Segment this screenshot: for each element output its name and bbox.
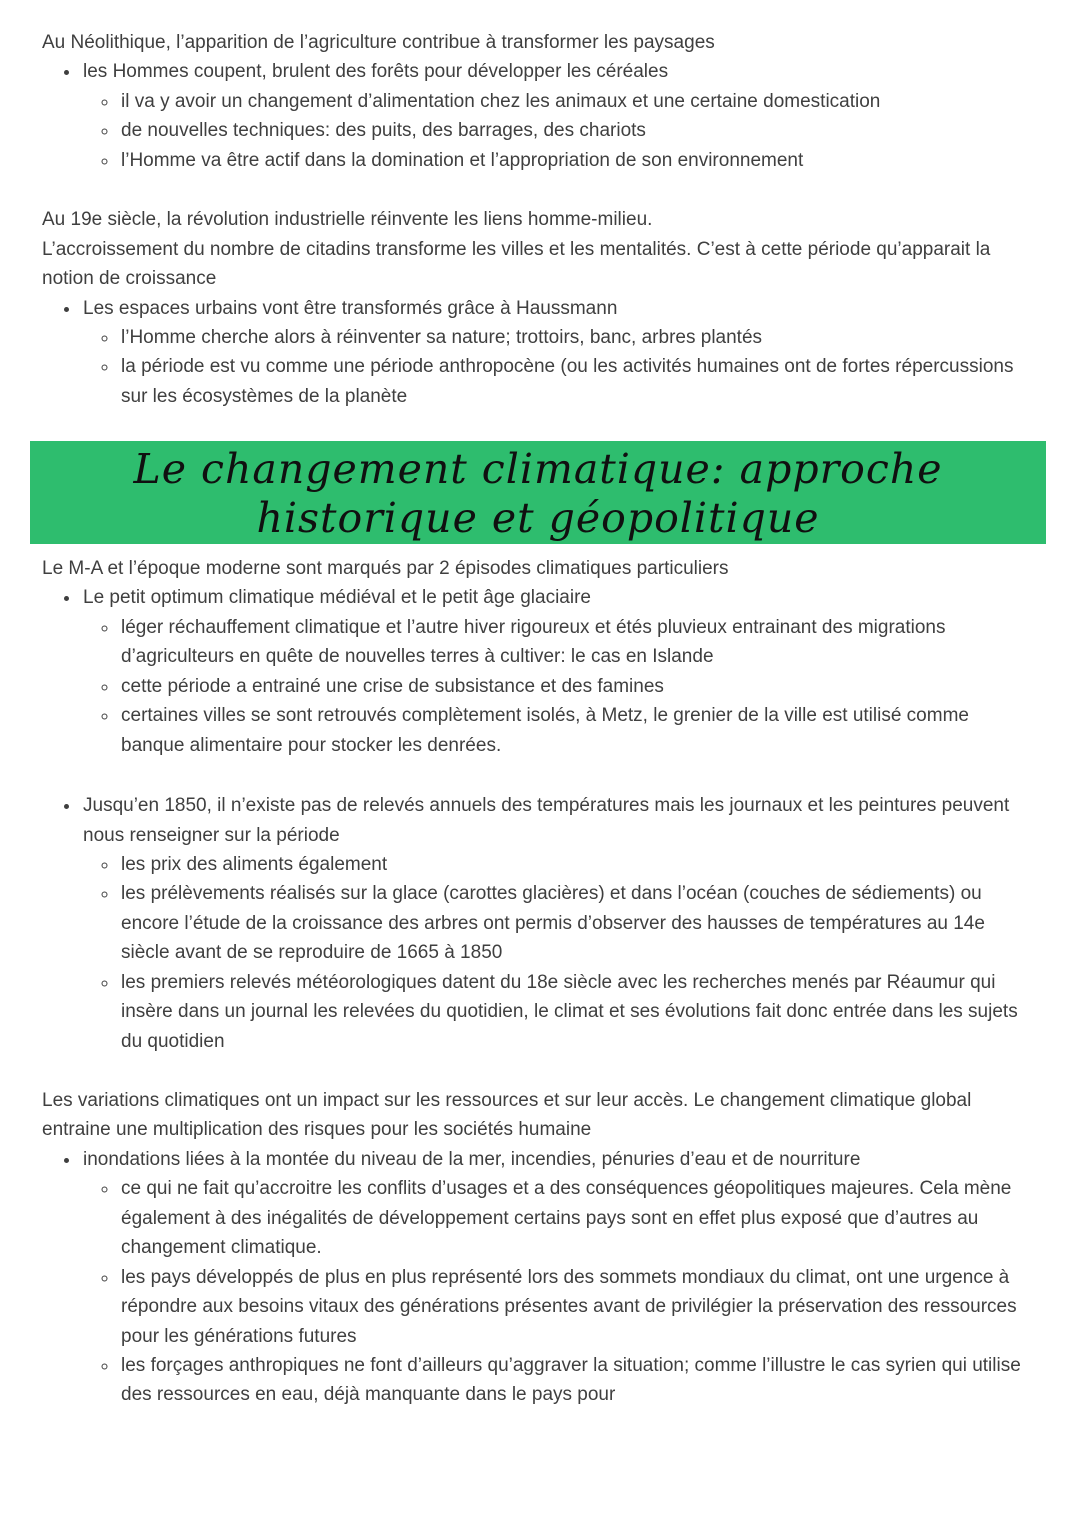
paragraph-line: Le M-A et l’époque moderne sont marqués par 2 épisodes climatiques particuliers <box>42 558 729 579</box>
bullet-text: Jusqu’en 1850, il n’existe pas de relevés annuels des températures mais les journaux et les peintures peuvent nous renseigner sur la période <box>83 795 1010 846</box>
bullet-text: les Hommes coupent, brulent des forêts pour développer les céréales <box>83 61 669 83</box>
bullet-text: inondations liées à la montée du niveau de la mer, incendies, pénuries d’eau et de nourriture <box>83 1148 861 1170</box>
sub-bullet-list <box>83 87 1034 175</box>
bullet-list <box>42 294 1034 412</box>
bullet-item <box>81 791 1034 1056</box>
sub-bullet-item: ◦ les pays développés de plus en plus représenté lors des sommets mondiaux du climat, ont une urgence à répondre aux besoins vitaux des générations présentes avant de privilégier la préservation des ressources pour les générations futures <box>119 1263 1034 1351</box>
section-pre-title <box>42 28 1034 411</box>
text-block <box>42 28 1034 175</box>
sub-bullet-item: ◦ les premiers relevés météorologiques datent du 18e siècle avec les recherches menés par Réaumur qui insère dans un journal les relevées du quotidien, le climat et ses évolutions fait donc entrée dans les sujets du quotidien <box>119 968 1034 1056</box>
sub-bullet-item: ◦ les prix des aliments également <box>119 850 1034 879</box>
bullet-list <box>42 583 1034 1056</box>
sub-bullet-item: ◦ la période est vu comme une période anthropocène (ou les activités humaines ont de fortes répercussions sur les écosystèmes de la planète <box>119 352 1034 411</box>
sub-bullet-item: ◦ il va y avoir un changement d’alimentation chez les animaux et une certaine domestication <box>119 87 1034 116</box>
sub-bullet-list <box>83 1174 1034 1410</box>
sub-bullet-item: ◦ léger réchauffement climatique et l’autre hiver rigoureux et étés pluvieux entrainant des migrations d’agriculteurs en quête de nouvelles terres à cultiver: le cas en Islande <box>119 613 1034 672</box>
paragraph-line: L’accroissement du nombre de citadins transforme les villes et les mentalités. C’est à cette période qu’apparait la notion de croissance <box>42 238 991 290</box>
paragraph-line: Au Néolithique, l’apparition de l’agriculture contribue à transformer les paysages <box>42 32 715 53</box>
sub-bullet-item: ◦ les prélèvements réalisés sur la glace (carottes glacières) et dans l’océan (couches de sédiements) ou encore l’étude de la croissance des arbres ont permis d’observer des hausses de températures au 14e siècle avant de se reproduire de 1665 à 1850 <box>119 879 1034 967</box>
text-block <box>42 554 1034 1056</box>
text-block <box>42 205 1034 411</box>
sub-bullet-item: ◦ ce qui ne fait qu’accroitre les conflits d’usages et a des conséquences géopolitiques majeures. Cela mène également à des inégalités de développement certains pays sont en effet plus exposé que d’autres au changement climatique. <box>119 1174 1034 1262</box>
section-title-line-2: historique et géopolitique <box>256 493 820 542</box>
sub-bullet-item: ◦ cette période a entrainé une crise de subsistance et des famines <box>119 672 1034 701</box>
sub-bullet-list <box>83 850 1034 1056</box>
sub-bullet-item: ◦ l’Homme cherche alors à réinventer sa nature; trottoirs, banc, arbres plantés <box>119 323 1034 352</box>
bullet-item <box>81 1145 1034 1410</box>
sub-bullet-item: ◦ les forçages anthropiques ne font d’ailleurs qu’aggraver la situation; comme l’illustre le cas syrien qui utilise des ressources en eau, déjà manquante dans le pays pour <box>119 1351 1034 1410</box>
section-title-line-1: Le changement climatique: approche <box>133 445 943 494</box>
paragraph-line: Les variations climatiques ont un impact sur les ressources et sur leur accès. Le changement climatique global entraine une multiplication des risques pour les sociétés humaine <box>42 1090 972 1141</box>
bullet-text: Les espaces urbains vont être transformés grâce à Haussmann <box>83 297 618 319</box>
sub-bullet-item: ◦ de nouvelles techniques: des puits, des barrages, des chariots <box>119 116 1034 145</box>
sub-bullet-item: ◦ l’Homme va être actif dans la domination et l’appropriation de son environnement <box>119 146 1034 175</box>
bullet-list <box>42 57 1034 175</box>
bullet-text: Le petit optimum climatique médiéval et le petit âge glaciaire <box>83 587 591 609</box>
bullet-item <box>81 57 1034 175</box>
text-block <box>42 1086 1034 1410</box>
sub-bullet-list <box>83 323 1034 411</box>
bullet-item <box>81 294 1034 412</box>
section-title-banner <box>30 441 1046 544</box>
bullet-list <box>42 1145 1034 1410</box>
paragraph-line: Au 19e siècle, la révolution industrielle réinvente les liens homme-milieu. <box>42 209 653 231</box>
sub-bullet-item: ◦ certaines villes se sont retrouvés complètement isolés, à Metz, le grenier de la ville est utilisé comme banque alimentaire pour stocker les denrées. <box>119 701 1034 760</box>
section-post-title <box>42 554 1034 1410</box>
bullet-item <box>81 583 1034 760</box>
sub-bullet-list <box>83 613 1034 760</box>
